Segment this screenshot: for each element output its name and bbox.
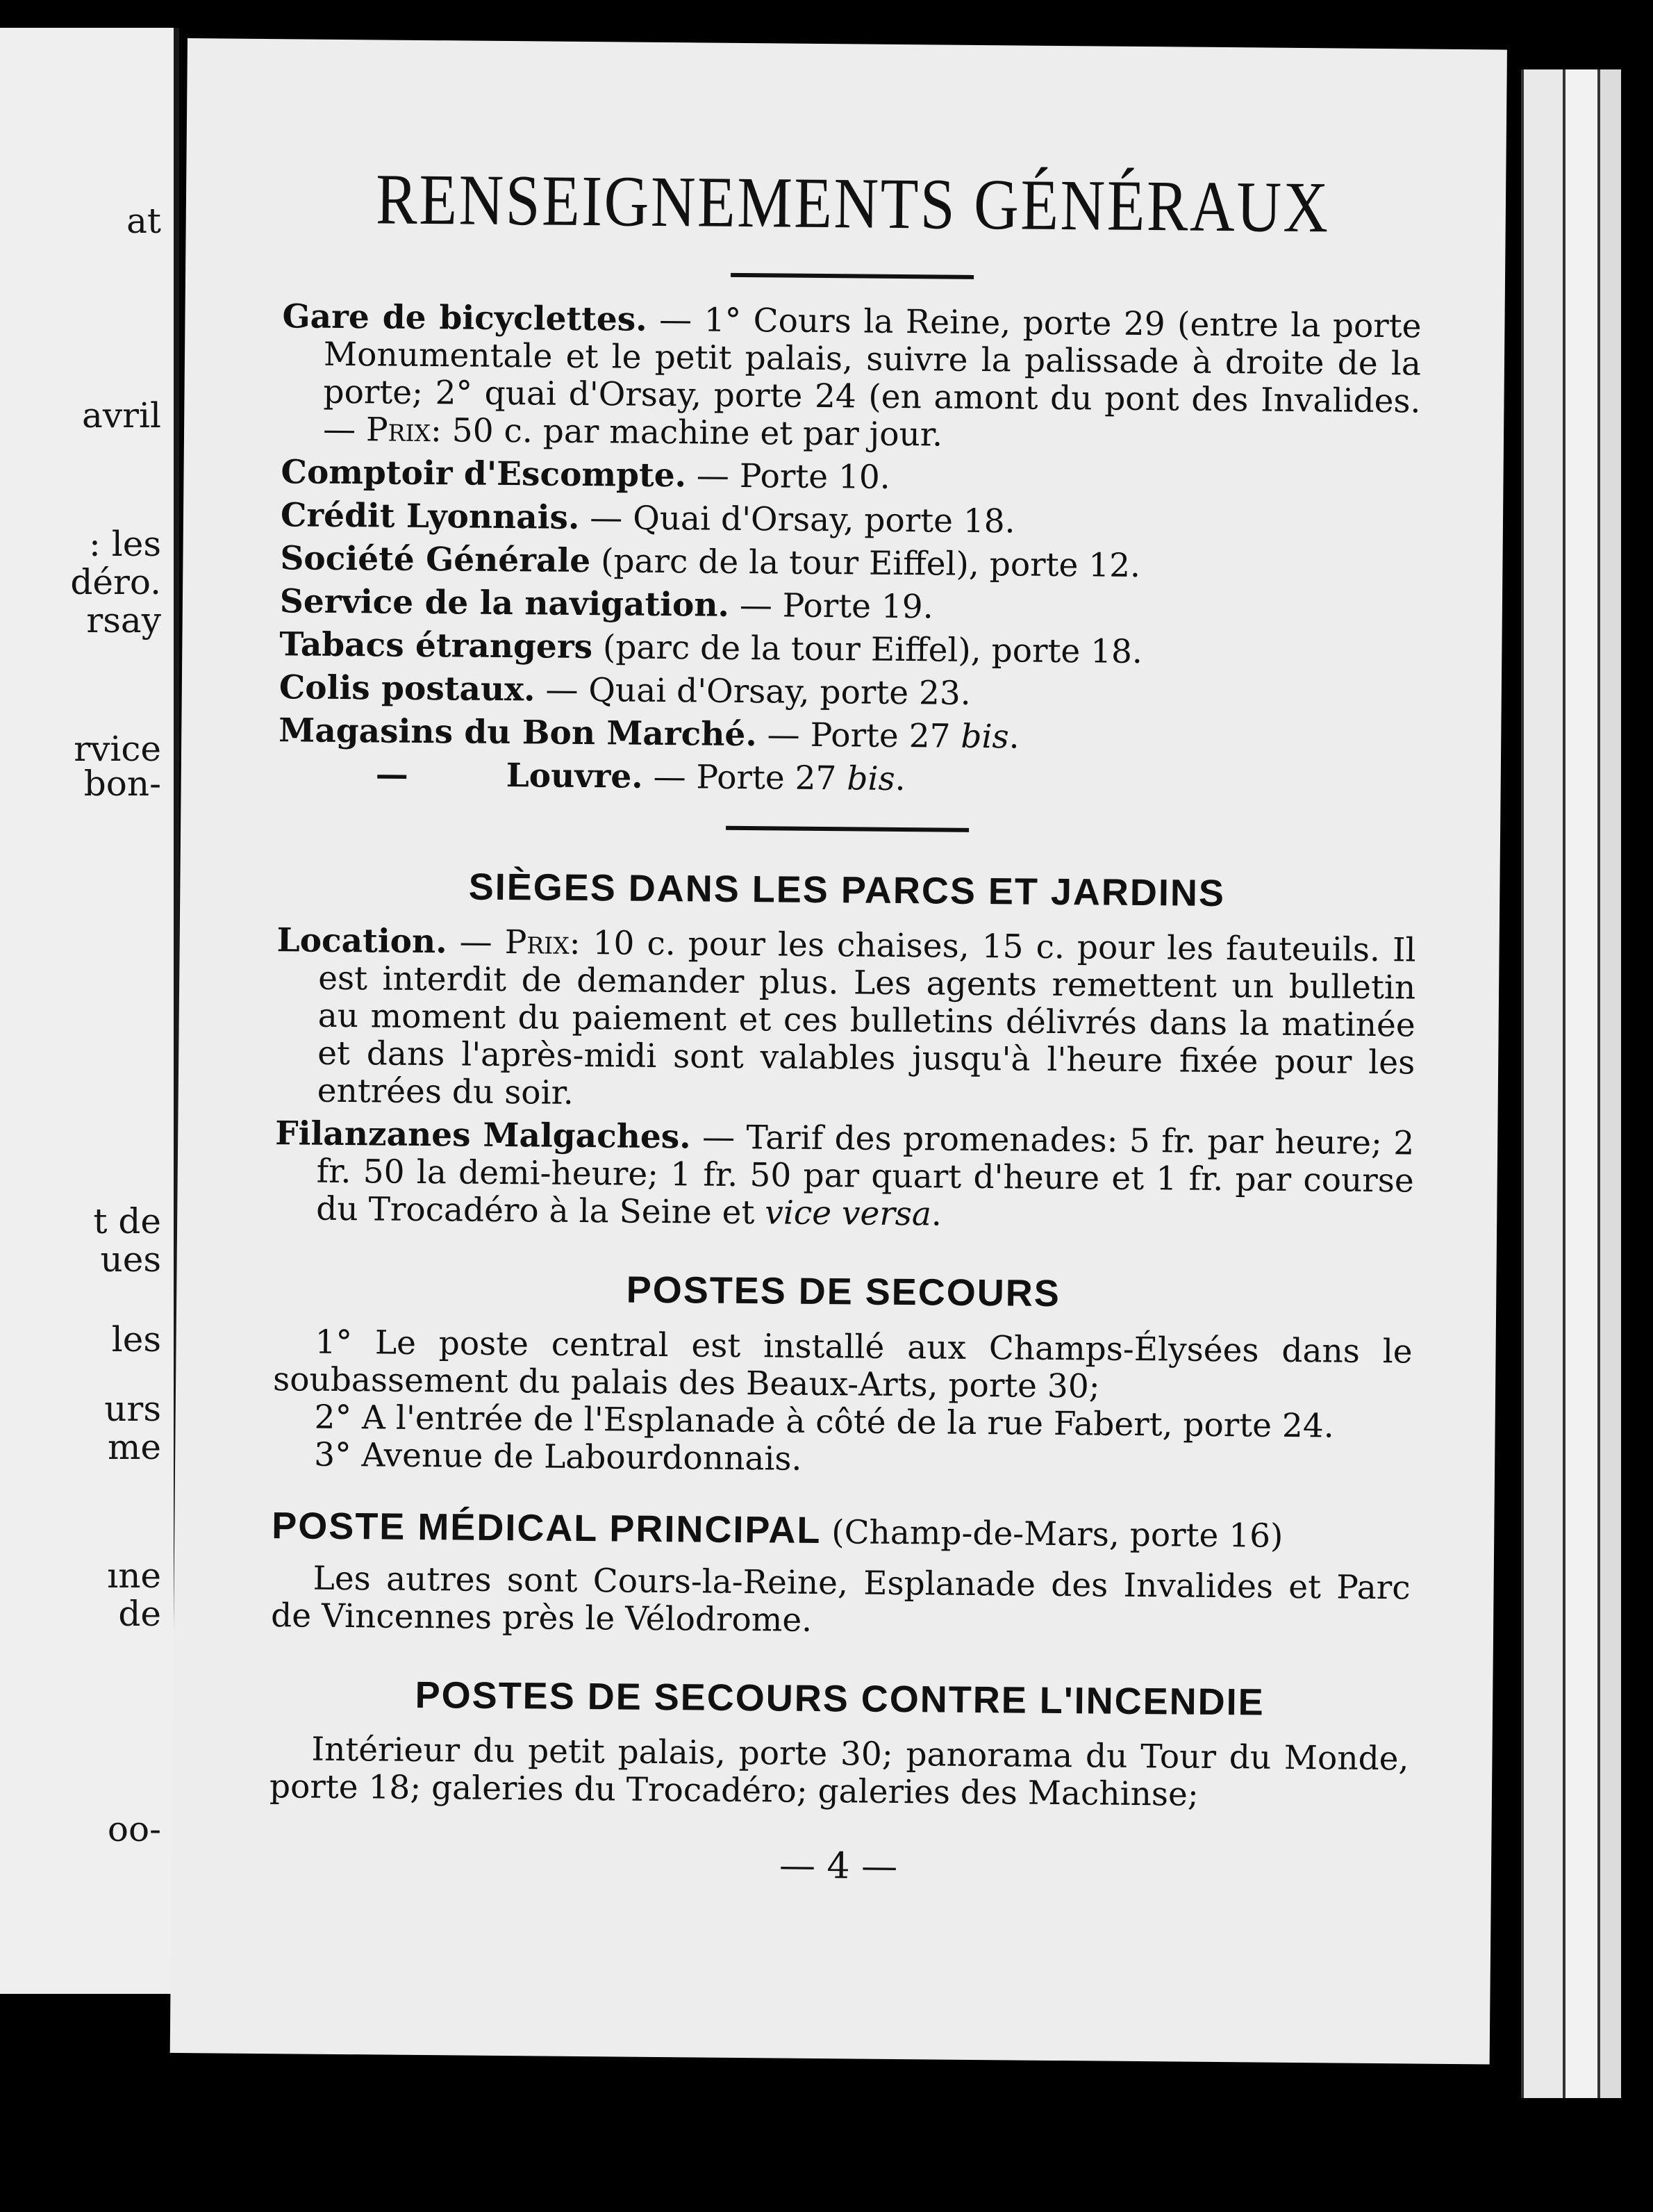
entry-tail: . — [1008, 718, 1020, 757]
entry-head: Louvre. — [506, 757, 643, 796]
entry-credit-lyonnais — [281, 497, 1420, 544]
entry-head: Société Générale — [280, 539, 591, 581]
facing-page-fragment: me — [107, 1427, 161, 1467]
entry-filanzanes — [274, 1115, 1414, 1237]
facing-page-left — [0, 28, 179, 1994]
facing-page-fragment: t de — [93, 1201, 161, 1241]
secours-item-3: 3° Avenue de Labourdonnais. — [313, 1435, 802, 1478]
entry-head: Filanzanes Malgaches. — [275, 1114, 691, 1157]
facing-page-fragment: bon- — [83, 764, 161, 804]
page-title: RENSEIGNEMENTS GÉNÉRAUX — [375, 159, 1331, 248]
entry-head: Magasins du Bon Marché. — [279, 711, 757, 754]
entry-head: Gare de bicyclettes. — [282, 297, 647, 339]
entry-text: — Quai d'Orsay, porte 18. — [579, 498, 1015, 541]
facing-page-fragment: déro. — [70, 562, 161, 602]
entry-louvre — [279, 755, 1418, 802]
ditto-dash: — — [375, 755, 408, 794]
entry-text: — Porte 27 — [642, 757, 847, 798]
bis-italic: bis — [961, 717, 1009, 757]
entry-text: — Porte 19. — [729, 586, 933, 627]
facing-page-fragment: rsay — [86, 600, 161, 641]
facing-page-fragment: avril — [82, 395, 161, 436]
entry-head: Service de la navigation. — [279, 582, 730, 625]
page-content — [269, 157, 1423, 1892]
entry-tail: : 50 c. par machine et par jour. — [430, 411, 943, 454]
title-rule — [731, 273, 974, 279]
poste-medical-sub: (Champ-de-Mars, porte 16) — [821, 1513, 1284, 1555]
entry-tabacs — [279, 626, 1418, 673]
main-page — [170, 38, 1507, 2064]
facing-page-fragment: ıne — [107, 1555, 161, 1596]
section-title-incendie: POSTES DE SECOURS CONTRE L'INCENDIE — [415, 1674, 1265, 1724]
facing-page-fragment: les — [111, 1319, 161, 1360]
poste-medical-text: Les autres sont Cours-la-Reine, Esplanade des Invalides et Parc de Vincennes près le Vélodrome. — [270, 1559, 1411, 1640]
secours-item-2: 2° A l'entrée de l'Esplanade à côté de la rue Fabert, porte 24. — [314, 1398, 1334, 1446]
entry-head: Tabacs étrangers — [279, 625, 593, 667]
section-title-postes-secours: POSTES DE SECOURS — [626, 1269, 1061, 1315]
prix-label: Prix — [365, 411, 431, 450]
entry-text: — Porte 10. — [686, 456, 890, 497]
section-title-poste-medical — [272, 1504, 1411, 1557]
facing-page-fragment: de — [118, 1594, 161, 1634]
bis-italic: bis — [847, 759, 895, 798]
entry-gare-bicyclettes — [281, 298, 1422, 458]
prix-label: Prix — [504, 923, 570, 962]
entry-societe-generale — [280, 540, 1419, 587]
entry-text: — Quai d'Orsay, porte 23. — [535, 670, 971, 713]
facing-page-fragment: at — [126, 201, 161, 241]
entry-head: Comptoir d'Escompte. — [281, 453, 687, 495]
entry-text: — 1° Cours la Reine, porte 29 (entre la porte Monumentale et le petit palais, suivre la palissade à droite de la porte; 2° quai d'Orsay, porte 24 (en amont du pont des Invalides. — — [322, 300, 1422, 449]
entry-text: — Tarif des promenades: 5 fr. par heure; 2 fr. 50 la demi-heure; 1 fr. 50 par quart d'heure et 1 fr. par course du Trocadéro à la Seine et — [316, 1118, 1415, 1232]
entry-location — [276, 922, 1416, 1119]
entry-colis-postaux — [279, 669, 1418, 716]
entry-pre: — — [447, 923, 505, 962]
secours-item-1: 1° Le poste central est installé aux Champs-Élysées dans le soubassement du palais des Beaux-Arts, porte 30; — [272, 1323, 1413, 1406]
entry-text: — Porte 27 — [756, 716, 961, 756]
entry-service-navigation — [280, 583, 1419, 630]
entry-comptoir — [281, 454, 1420, 501]
vice-versa-italic: vice versa — [765, 1194, 932, 1234]
facing-page-fragment: urs — [104, 1389, 161, 1429]
page-number: — 4 — — [779, 1844, 898, 1888]
section-rule — [726, 826, 969, 832]
facing-page-fragment: oo- — [107, 1809, 161, 1849]
facing-page-fragment: rvice — [74, 729, 161, 769]
section-title-sieges: SIÈGES DANS LES PARCS ET JARDINS — [468, 866, 1226, 915]
entry-text: (parc de la tour Eiffel), porte 12. — [590, 542, 1141, 586]
incendie-text: Intérieur du petit palais, porte 30; panorama du Tour du Monde, porte 18; galeries du Trocadéro; galeries des Machinse; — [269, 1730, 1409, 1814]
entry-tail: . — [895, 759, 906, 799]
entry-text: : 10 c. pour les chaises, 15 c. pour les fauteuils. Il est interdit de demander plus. Les agents remettent un bulletin au moment du paiement et ces bulletins délivrés dans la matinée et dans l'après-midi sont valables jusqu'à l'heure fixée pour les entrées du soir. — [317, 923, 1416, 1112]
entry-head: Colis postaux. — [279, 668, 535, 709]
entry-bon-marche — [279, 712, 1418, 759]
entry-head: Crédit Lyonnais. — [280, 496, 580, 537]
page-stack-edge — [1597, 69, 1621, 2098]
entry-head: Location. — [276, 921, 447, 961]
entry-text: (parc de la tour Eiffel), porte 18. — [592, 628, 1143, 672]
facing-page-fragment: : les — [89, 524, 161, 564]
facing-page-fragment: ues — [100, 1239, 161, 1280]
poste-medical-title: POSTE MÉDICAL PRINCIPAL — [272, 1505, 822, 1552]
entry-tail: . — [931, 1195, 942, 1234]
